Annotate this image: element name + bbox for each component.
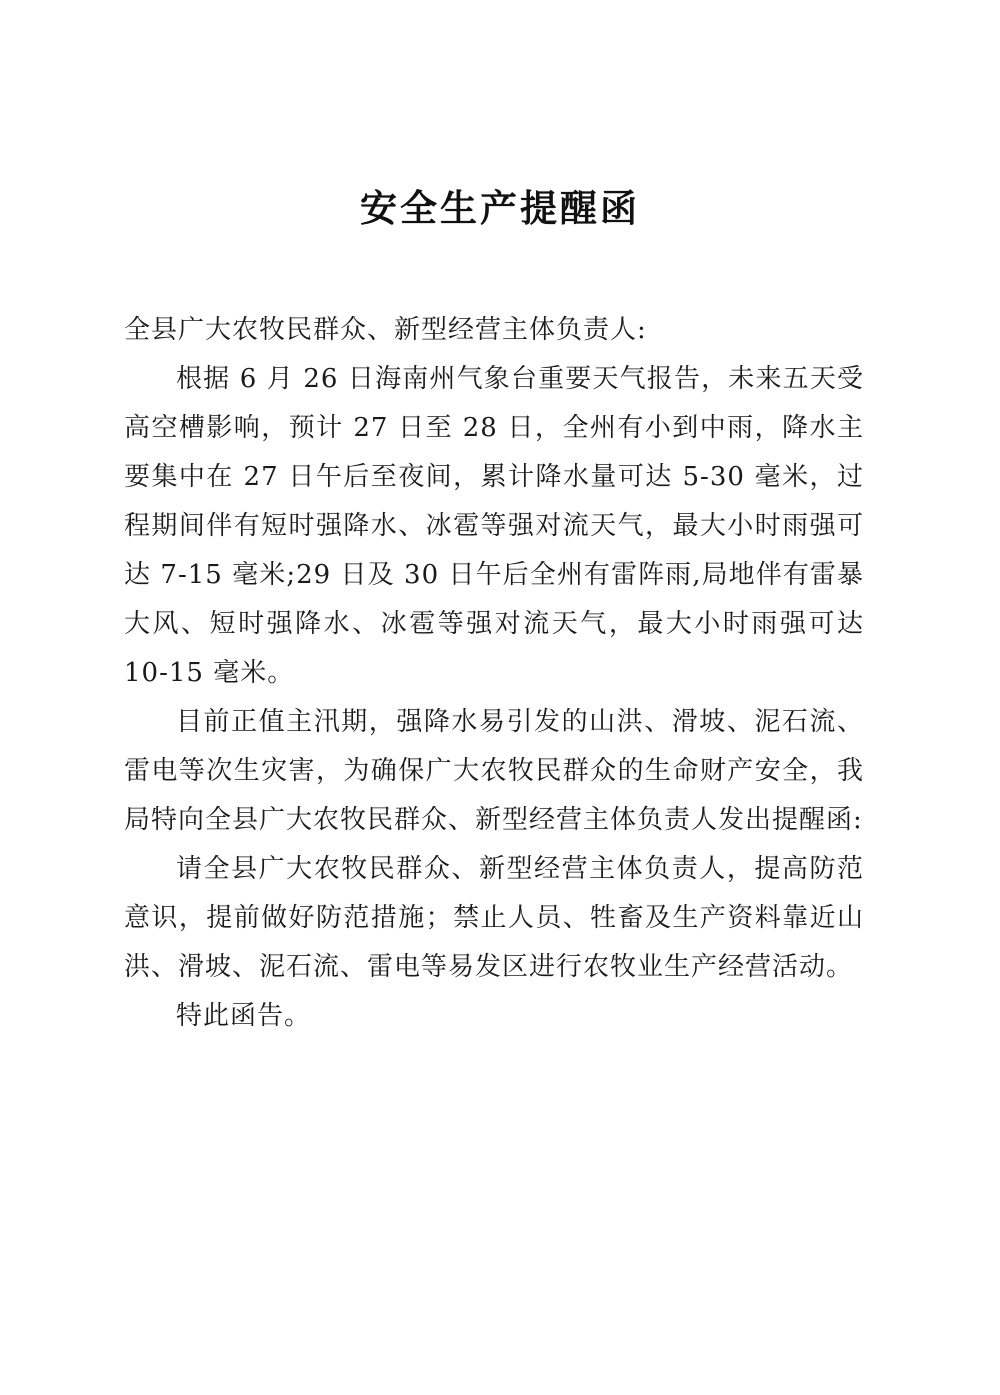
- document-body: [124, 306, 864, 1041]
- paragraph-closing: 特此函告。: [176, 1001, 312, 1031]
- salutation: 全县广大农牧民群众、新型经营主体负责人:: [124, 315, 647, 345]
- paragraph-flood-season: 目前正值主汛期，强降水易引发的山洪、滑坡、泥石流、雷电等次生灾害，为确保广大农牧民群众的生命财产安全，我局特向全县广大农牧民群众、新型经营主体负责人发出提醒函:: [124, 707, 864, 835]
- document-title: 安全生产提醒函: [360, 186, 640, 230]
- paragraph-precautions: 请全县广大农牧民群众、新型经营主体负责人，提高防范意识，提前做好防范措施；禁止人员、牲畜及生产资料靠近山洪、滑坡、泥石流、雷电等易发区进行农牧业生产经营活动。: [124, 854, 864, 982]
- paragraph-weather-report: 根据 6 月 26 日海南州气象台重要天气报告，未来五天受高空槽影响，预计 27 日至 28 日，全州有小到中雨，降水主要集中在 27 日午后至夜间，累计降水量可达 5-30 毫米，过程期间伴有短时强降水、冰雹等强对流天气，最大小时雨强可达 7-15 毫米;29 日及 30 日午后全州有雷阵雨,局地伴有雷暴大风、短时强降水、冰雹等强对流天气，最大小时雨强可达 10-15 毫米。: [124, 364, 864, 688]
